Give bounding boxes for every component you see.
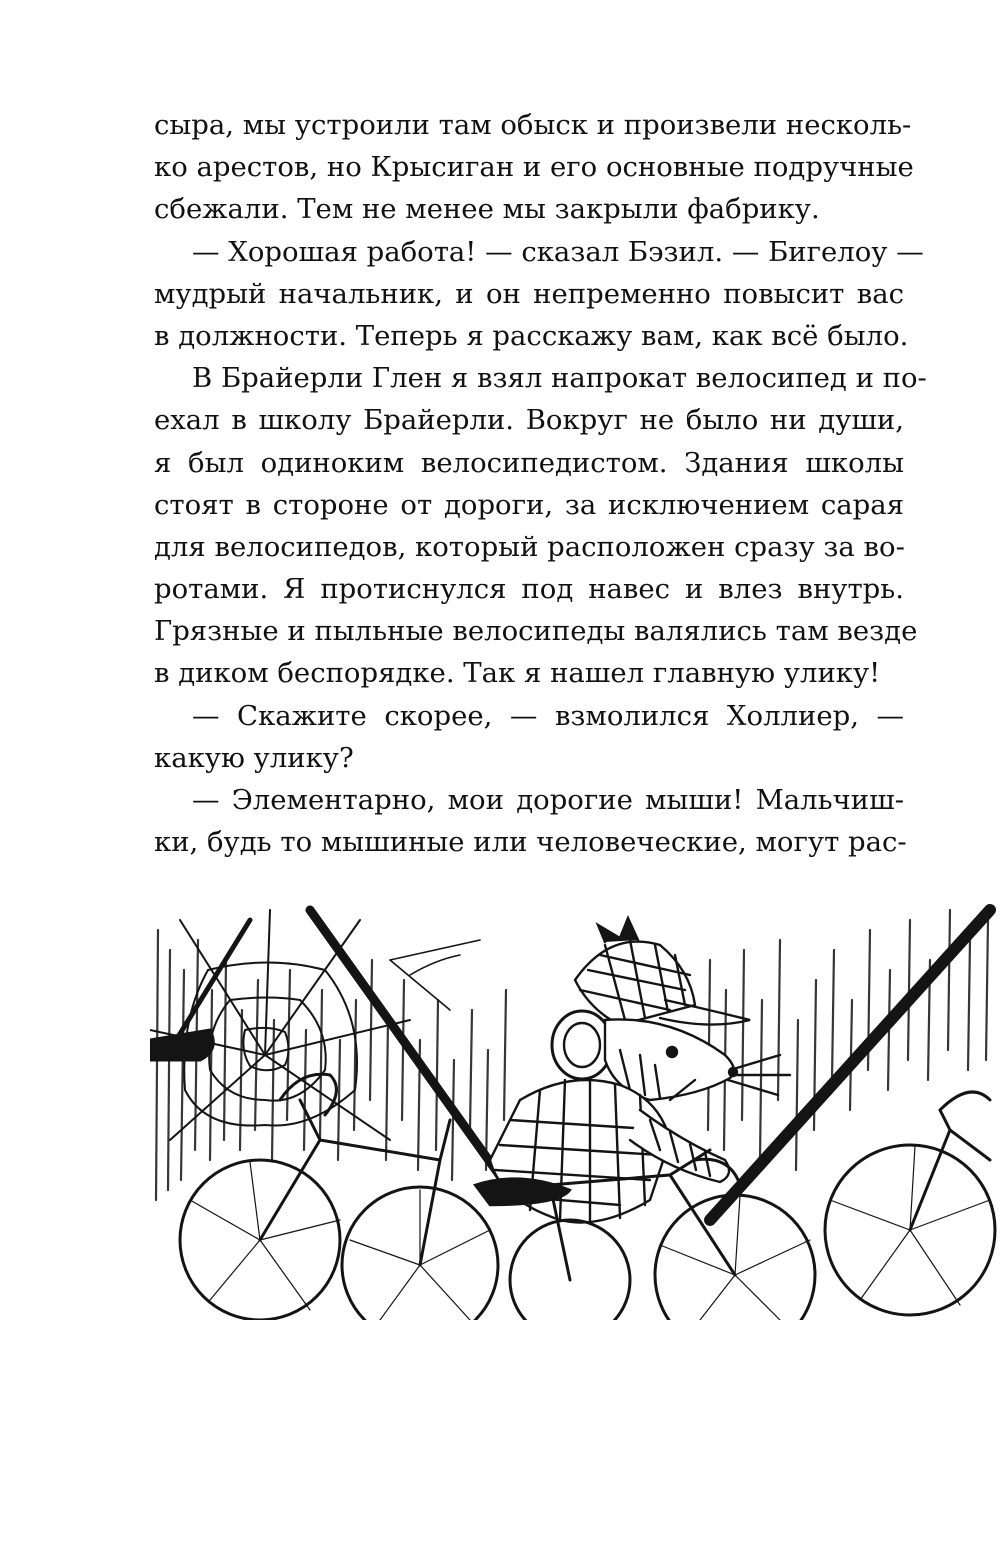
text-line: В Брайерли Глен я взял напрокат велосипед и по- xyxy=(192,362,927,395)
text-line: сбежали. Тем не менее мы закрыли фабрику. xyxy=(154,193,820,226)
mouse-detective-illustration xyxy=(150,900,1000,1320)
text-line: стоят в стороне от дороги, за исключением сарая xyxy=(154,488,904,521)
text-line: какую улику? xyxy=(154,741,354,774)
text-line: — Хорошая работа! — сказал Бэзил. — Бигелоу — xyxy=(192,235,924,268)
text-line: в должности. Теперь я расскажу вам, как всё было. xyxy=(154,319,909,352)
text-line: Грязные и пыльные велосипеды валялись там везде xyxy=(154,615,918,648)
diagonal-rail-right xyxy=(710,910,990,1220)
text-line: сыра, мы устроили там обыск и произвели несколь- xyxy=(154,109,912,141)
text-line: ротами. Я протиснулся под навес и влез внутрь. xyxy=(154,573,904,606)
text-line: — Элементарно, мои дорогие мыши! Мальчиш- xyxy=(192,784,904,816)
text-line: ко арестов, но Крысиган и его основные подручные xyxy=(154,151,914,184)
text-line: для велосипедов, который расположен сразу за во- xyxy=(154,530,905,563)
text-line: в диком беспорядке. Так я нашел главную улику! xyxy=(154,657,881,690)
body-text xyxy=(154,104,927,863)
text-line: ехал в школу Брайерли. Вокруг не было ни души, xyxy=(154,404,904,437)
text-line: мудрый начальник, и он непременно повысит вас xyxy=(154,277,904,310)
text-line: ки, будь то мышиные или человеческие, могут рас- xyxy=(154,826,907,859)
text-line: я был одиноким велосипедистом. Здания школы xyxy=(154,446,904,479)
illustration xyxy=(150,900,1000,1320)
text-line: — Скажите скорее, — взмолился Холлиер, — xyxy=(192,699,904,732)
